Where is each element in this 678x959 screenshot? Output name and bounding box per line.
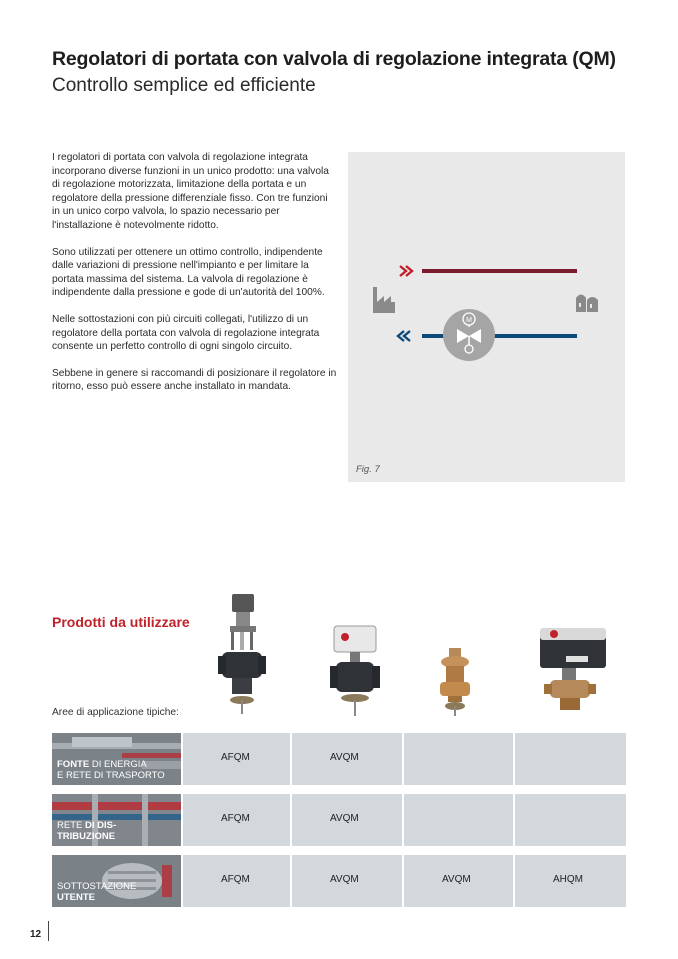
table-cell: AFQM <box>183 794 290 846</box>
table-cell: AHQM <box>515 855 626 907</box>
row-label: RETE DI DIS- TRIBUZIONE <box>57 820 117 842</box>
table-cell: AFQM <box>183 855 290 907</box>
table-cell <box>515 733 626 785</box>
page-number-divider <box>48 921 49 941</box>
row-thumbnail <box>52 733 181 785</box>
paragraph-2: Sono utilizzati per ottenere un ottimo controllo, indipendente dalle variazioni di pressione nell'impianto e per limitare la portata massima del sistema. La valvola di regolazione è indipendente dalla pressione e gode di un'autorità del 100%. <box>52 246 325 299</box>
row-thumbnail <box>52 855 181 907</box>
table-cell: AVQM <box>292 794 402 846</box>
figure-caption: Fig. 7 <box>356 464 380 475</box>
figure-diagram <box>348 152 625 482</box>
table-cell <box>404 794 513 846</box>
table-cell: AFQM <box>183 733 290 785</box>
row-label: SOTTOSTAZIONE UTENTE <box>57 881 137 903</box>
product-afqm-image <box>218 590 266 718</box>
supply-line <box>422 269 577 273</box>
user-building-icon <box>576 295 598 313</box>
table-cell <box>404 733 513 785</box>
motor-letter: M <box>466 317 472 324</box>
valve-icon <box>443 309 495 361</box>
table-cell: AVQM <box>292 855 402 907</box>
body-text <box>52 151 337 407</box>
table-cell: AVQM <box>404 855 513 907</box>
table-row-energy-source <box>52 733 626 785</box>
product-avqm-image <box>328 622 382 718</box>
row-thumbnail <box>52 794 181 846</box>
page-number: 12 <box>30 929 42 940</box>
paragraph-3: Nelle sottostazioni con più circuiti collegati, l'utilizzo di un regolatore della portata con valvola di regolazione integrata consente un perfetto controllo di ogni singolo circuito. <box>52 313 320 353</box>
table-cell <box>515 794 626 846</box>
product-avqm-small-image <box>436 646 474 718</box>
flow-diagram <box>348 152 625 482</box>
return-arrow-icon <box>398 331 410 341</box>
application-areas-label: Aree di applicazione tipiche: <box>52 707 179 718</box>
table-cell: AVQM <box>292 733 402 785</box>
products-heading: Prodotti da utilizzare <box>52 614 190 630</box>
page-subtitle: Controllo semplice ed efficiente <box>52 75 316 96</box>
product-ahqm-image <box>536 624 614 718</box>
table-row-distribution <box>52 794 626 846</box>
energy-source-icon <box>373 287 395 313</box>
row-label: FONTE DI ENERGIA E RETE DI TRASPORTO <box>57 759 165 781</box>
paragraph-1: I regolatori di portata con valvola di regolazione integrata incorporano diverse funzioni in un unico prodotto: una valvola di regolazione motorizzata, limitazione della portata e un regolatore della pressione differenziale fisso. Con tre funzioni in un unico corpo valvola, lo spazio necessario per l'installazione è notevolmente ridotto. <box>52 152 329 231</box>
supply-arrow-icon <box>400 266 412 276</box>
page-title: Regolatori di portata con valvola di regolazione integrata (QM) <box>52 48 616 70</box>
table-row-substation <box>52 855 626 907</box>
paragraph-4: Sebbene in genere si raccomandi di posizionare il regolatore in ritorno, esso può essere anche installato in mandata. <box>52 367 337 393</box>
